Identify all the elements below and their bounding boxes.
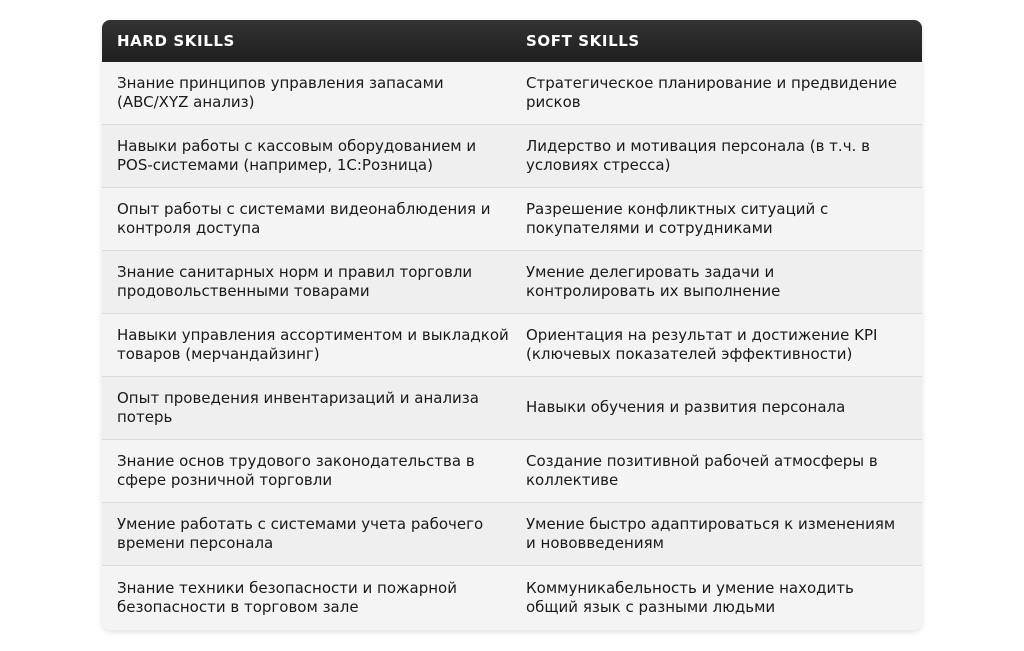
hard-skill-cell: Знание техники безопасности и пожарной безопасности в торговом зале: [117, 578, 457, 616]
soft-skill-cell: Ориентация на результат и достижение KPI (ключевых показателей эффективности): [526, 325, 878, 363]
hard-skill-cell: Знание санитарных норм и правил торговли продовольственными товарами: [117, 262, 473, 300]
table-header: [102, 20, 922, 62]
skills-table: [102, 20, 922, 630]
soft-skill-cell: Коммуникабельность и умение находить общий язык с разными людьми: [526, 578, 854, 616]
table-row: [102, 251, 922, 314]
hard-skill-cell: Опыт проведения инвентаризаций и анализа потерь: [117, 388, 479, 426]
hard-skill-cell: Умение работать с системами учета рабочего времени персонала: [117, 514, 484, 552]
soft-skill-cell: Лидерство и мотивация персонала (в т.ч. в условиях стресса): [526, 136, 870, 174]
soft-skill-cell: Навыки обучения и развития персонала: [526, 398, 846, 417]
table-row: [102, 503, 922, 566]
hard-skill-cell: Навыки управления ассортиментом и выкладкой товаров (мерчандайзинг): [117, 325, 509, 363]
table-row: [102, 440, 922, 503]
hard-skill-cell: Знание основ трудового законодательства в сфере розничной торговли: [117, 451, 475, 489]
soft-skill-cell: Стратегическое планирование и предвидение рисков: [526, 73, 897, 111]
soft-skill-cell: Умение быстро адаптироваться к изменениям и нововведениям: [526, 514, 896, 552]
table-row: [102, 377, 922, 440]
header-hard-skills: HARD SKILLS: [117, 32, 235, 50]
soft-skill-cell: Умение делегировать задачи и контролировать их выполнение: [526, 262, 781, 300]
header-soft-skills: SOFT SKILLS: [526, 32, 640, 50]
table-row: [102, 125, 922, 188]
soft-skill-cell: Разрешение конфликтных ситуаций с покупателями и сотрудниками: [526, 199, 829, 237]
soft-skill-cell: Создание позитивной рабочей атмосферы в коллективе: [526, 451, 878, 489]
table-body: [102, 62, 922, 630]
table-row: [102, 62, 922, 125]
table-row: [102, 314, 922, 377]
table-row: [102, 566, 922, 630]
hard-skill-cell: Опыт работы с системами видеонаблюдения и контроля доступа: [117, 199, 491, 237]
hard-skill-cell: Навыки работы с кассовым оборудованием и POS-системами (например, 1С:Розница): [117, 136, 477, 174]
table-row: [102, 188, 922, 251]
hard-skill-cell: Знание принципов управления запасами (ABC/XYZ анализ): [117, 73, 444, 111]
